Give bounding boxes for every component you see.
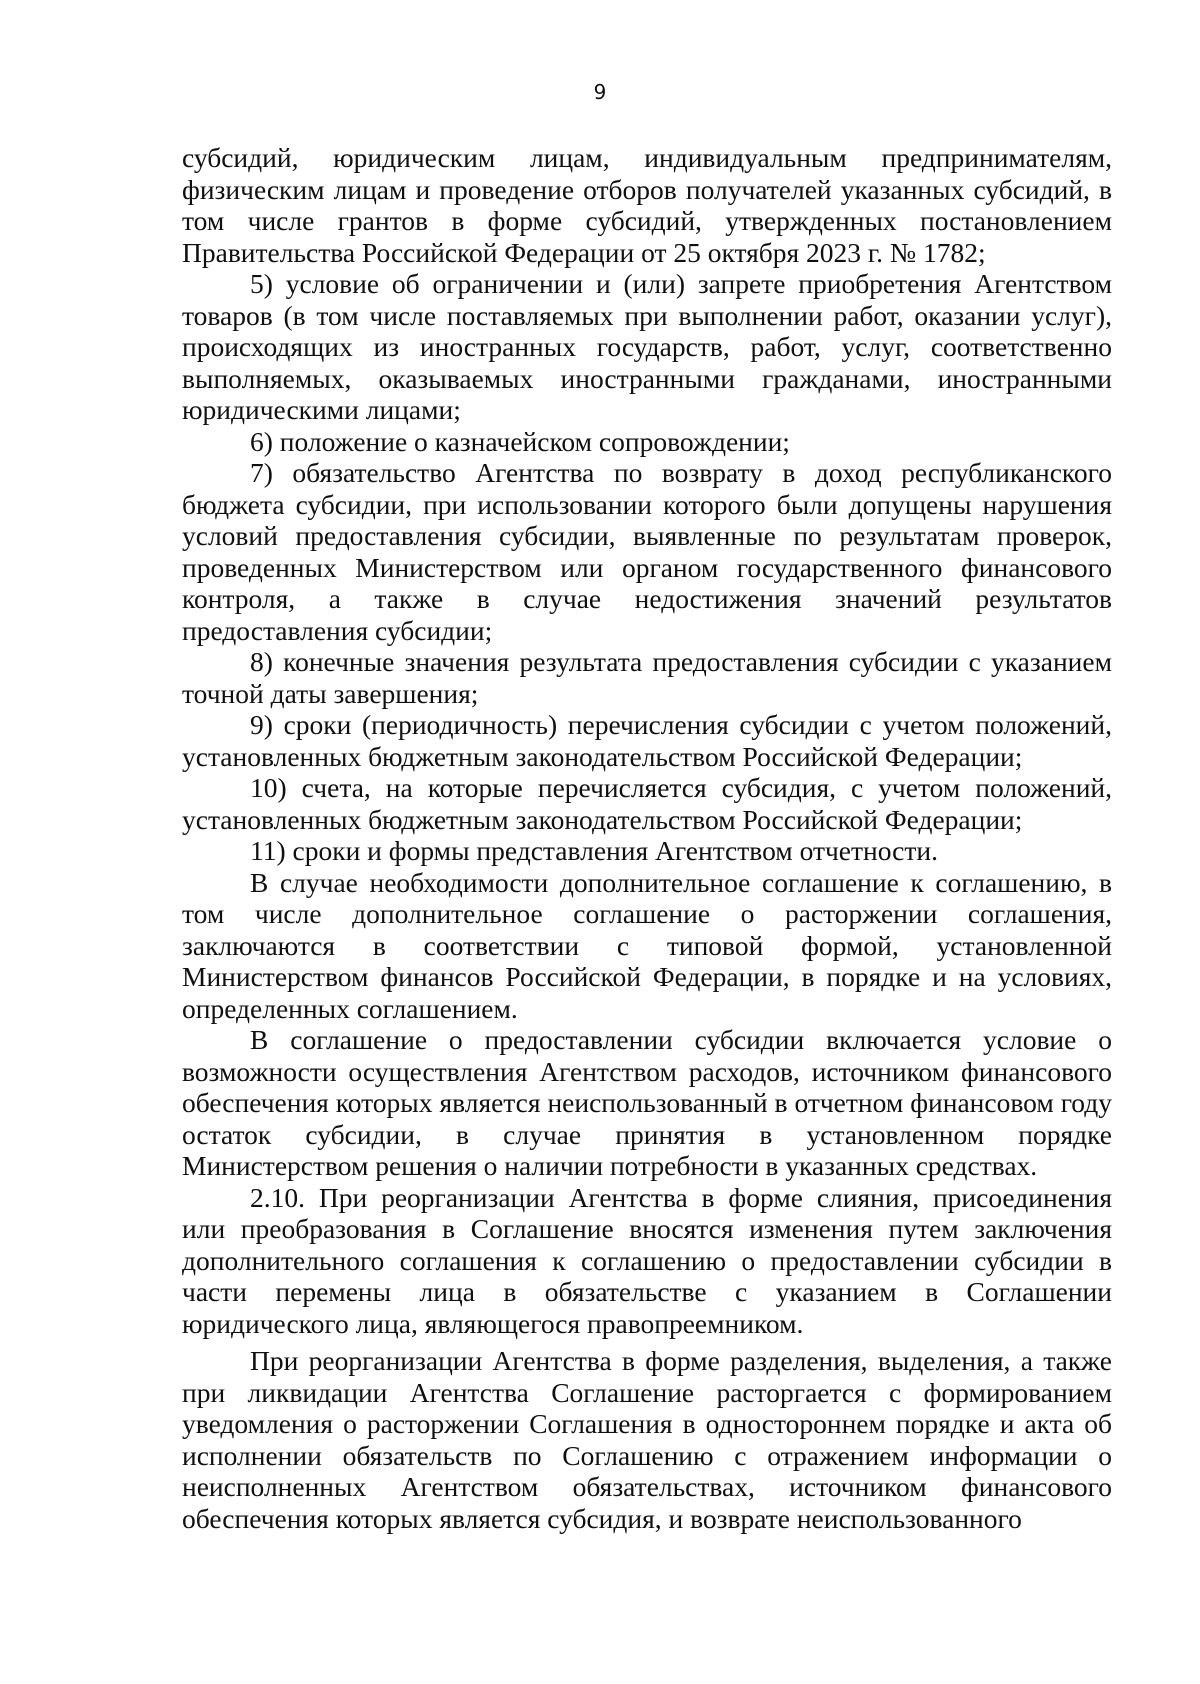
paragraph-item-5: 5) условие об ограничении и (или) запрете приобретения Агентством товаров (в том числе поставляемых при выполнении работ, оказании услуг), происходящих из иностранных государств, работ, услуг, соответственно выполняемых, оказываемых иностранными гражданами, иностранными юридическими лицами; (182, 268, 1112, 425)
paragraph-reorganization: При реорганизации Агентства в форме разделения, выделения, а также при ликвидации Агентства Соглашение расторгается с формированием уведомления о расторжении Соглашения в одностороннем порядке и акта об исполнении обязательств по Соглашению с отражением информации о неисполненных Агентством обязательствах, источником финансового обеспечения которых является субсидия, и возврате неиспользованного (182, 1345, 1112, 1534)
document-body (182, 142, 1112, 1534)
paragraph-item-8: 8) конечные значения результата предоставления субсидии с указанием точной даты завершения; (182, 646, 1112, 709)
paragraph-item-9: 9) сроки (периодичность) перечисления субсидии с учетом положений, установленных бюджетным законодательством Российской Федерации; (182, 709, 1112, 772)
paragraph-continuation: субсидий, юридическим лицам, индивидуальным предпринимателям, физическим лицам и проведение отборов получателей указанных субсидий, в том числе грантов в форме субсидий, утвержденных постановлением Правительства Российской Федерации от 25 октября 2023 г. № 1782; (182, 142, 1112, 268)
paragraph-item-6: 6) положение о казначейском сопровождении; (250, 425, 790, 457)
page-number: 9 (593, 80, 607, 104)
paragraph-item-11: 11) сроки и формы представления Агентством отчетности. (250, 835, 938, 866)
paragraph-additional-agreement: В случае необходимости дополнительное соглашение к соглашению, в том числе дополнительное соглашение о расторжении соглашения, заключаются в соответствии с типовой формой, установленной Министерством финансов Российской Федерации, в порядке и на условиях, определенных соглашением. (182, 866, 1112, 1024)
paragraph-section-2-10: 2.10. При реорганизации Агентства в форме слияния, присоединения или преобразования в Соглашение вносятся изменения путем заключения дополнительного соглашения к соглашению о предоставлении субсидии в части перемены лица в обязательстве с указанием в Соглашении юридического лица, являющегося правопреемником. (182, 1181, 1112, 1339)
paragraph-item-10: 10) счета, на которые перечисляется субсидия, с учетом положений, установленных бюджетным законодательством Российской Федерации; (182, 772, 1112, 835)
paragraph-unused-balance: В соглашение о предоставлении субсидии включается условие о возможности осуществления Агентством расходов, источником финансового обеспечения которых является неиспользованный в отчетном финансовом году остаток субсидии, в случае принятия в установленном порядке Министерством решения о наличии потребности в указанных средствах. (182, 1024, 1112, 1181)
paragraph-item-7: 7) обязательство Агентства по возврату в доход республиканского бюджета субсидии, при использовании которого были допущены нарушения условий предоставления субсидии, выявленные по результатам проверок, проведенных Министерством или органом государственного финансового контроля, а также в случае недостижения значений результатов предоставления субсидии; (182, 457, 1112, 646)
